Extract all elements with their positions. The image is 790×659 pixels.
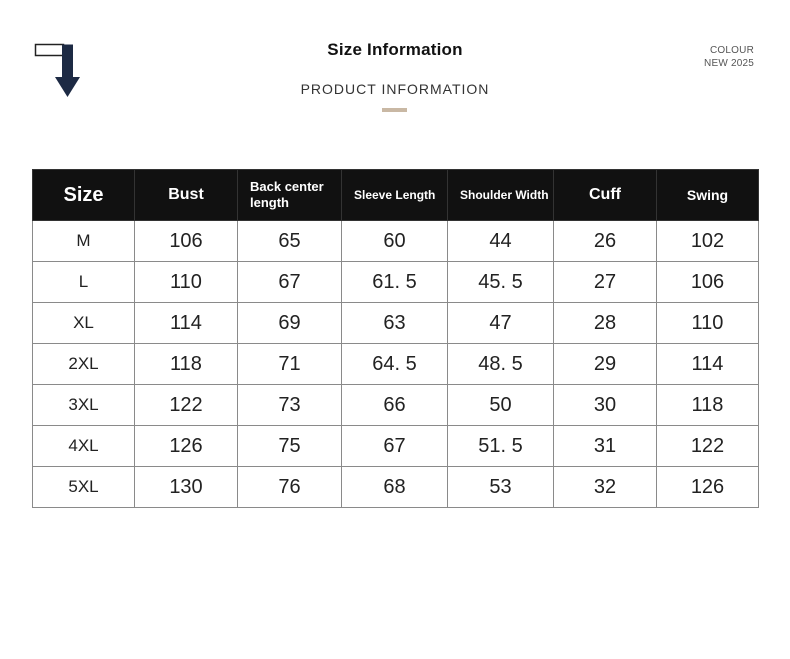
sleeve-length-cell: 60 [342,221,448,262]
swing-cell: 118 [657,385,759,426]
sleeve-length-cell: 63 [342,303,448,344]
swing-cell: 106 [657,262,759,303]
table-row [33,262,759,303]
bust-cell: 110 [135,262,238,303]
table-row [33,303,759,344]
shoulder-width-cell: 51. 5 [448,426,554,467]
shoulder-width-cell: 44 [448,221,554,262]
column-header-sleeve-length: Sleeve Length [342,170,448,221]
bust-cell: 114 [135,303,238,344]
page-title: Size Information [327,40,463,59]
bust-cell: 130 [135,467,238,508]
swing-cell: 110 [657,303,759,344]
sleeve-length-cell: 67 [342,426,448,467]
cuff-cell: 32 [554,467,657,508]
cuff-cell: 29 [554,344,657,385]
cuff-cell: 26 [554,221,657,262]
bust-cell: 122 [135,385,238,426]
size-cell: M [33,221,135,262]
shoulder-width-cell: 47 [448,303,554,344]
sleeve-length-cell: 61. 5 [342,262,448,303]
colour-label-line1: COLOUR [710,45,754,56]
cuff-cell: 28 [554,303,657,344]
table-row [33,344,759,385]
column-header-size: Size [33,170,135,221]
shoulder-width-cell: 53 [448,467,554,508]
shoulder-width-cell: 48. 5 [448,344,554,385]
table-header-row [33,170,759,221]
column-header-back-center-length: Back center length [238,170,342,221]
table-row [33,221,759,262]
sleeve-length-cell: 68 [342,467,448,508]
back-length-cell: 65 [238,221,342,262]
subtitle-underline [382,108,407,112]
shoulder-width-cell: 50 [448,385,554,426]
cuff-cell: 27 [554,262,657,303]
swing-cell: 114 [657,344,759,385]
back-length-cell: 71 [238,344,342,385]
back-length-cell: 75 [238,426,342,467]
cuff-cell: 31 [554,426,657,467]
page-subtitle: PRODUCT INFORMATION [300,81,490,97]
column-header-swing: Swing [657,170,759,221]
size-cell: 5XL [33,467,135,508]
sleeve-length-cell: 64. 5 [342,344,448,385]
bust-cell: 106 [135,221,238,262]
size-cell: 3XL [33,385,135,426]
colour-label [704,44,754,70]
back-length-cell: 76 [238,467,342,508]
size-cell: XL [33,303,135,344]
swing-cell: 102 [657,221,759,262]
table-row [33,426,759,467]
size-table [32,169,759,508]
size-cell: 2XL [33,344,135,385]
back-length-cell: 67 [238,262,342,303]
shoulder-width-cell: 45. 5 [448,262,554,303]
swing-cell: 122 [657,426,759,467]
table-row [33,467,759,508]
bust-cell: 118 [135,344,238,385]
size-cell: L [33,262,135,303]
column-header-bust: Bust [135,170,238,221]
colour-label-line2: NEW 2025 [704,58,754,69]
bust-cell: 126 [135,426,238,467]
table-row [33,385,759,426]
back-length-cell: 69 [238,303,342,344]
sleeve-length-cell: 66 [342,385,448,426]
column-header-cuff: Cuff [554,170,657,221]
cuff-cell: 30 [554,385,657,426]
swing-cell: 126 [657,467,759,508]
size-cell: 4XL [33,426,135,467]
column-header-shoulder-width: Shoulder Width [448,170,554,221]
back-length-cell: 73 [238,385,342,426]
